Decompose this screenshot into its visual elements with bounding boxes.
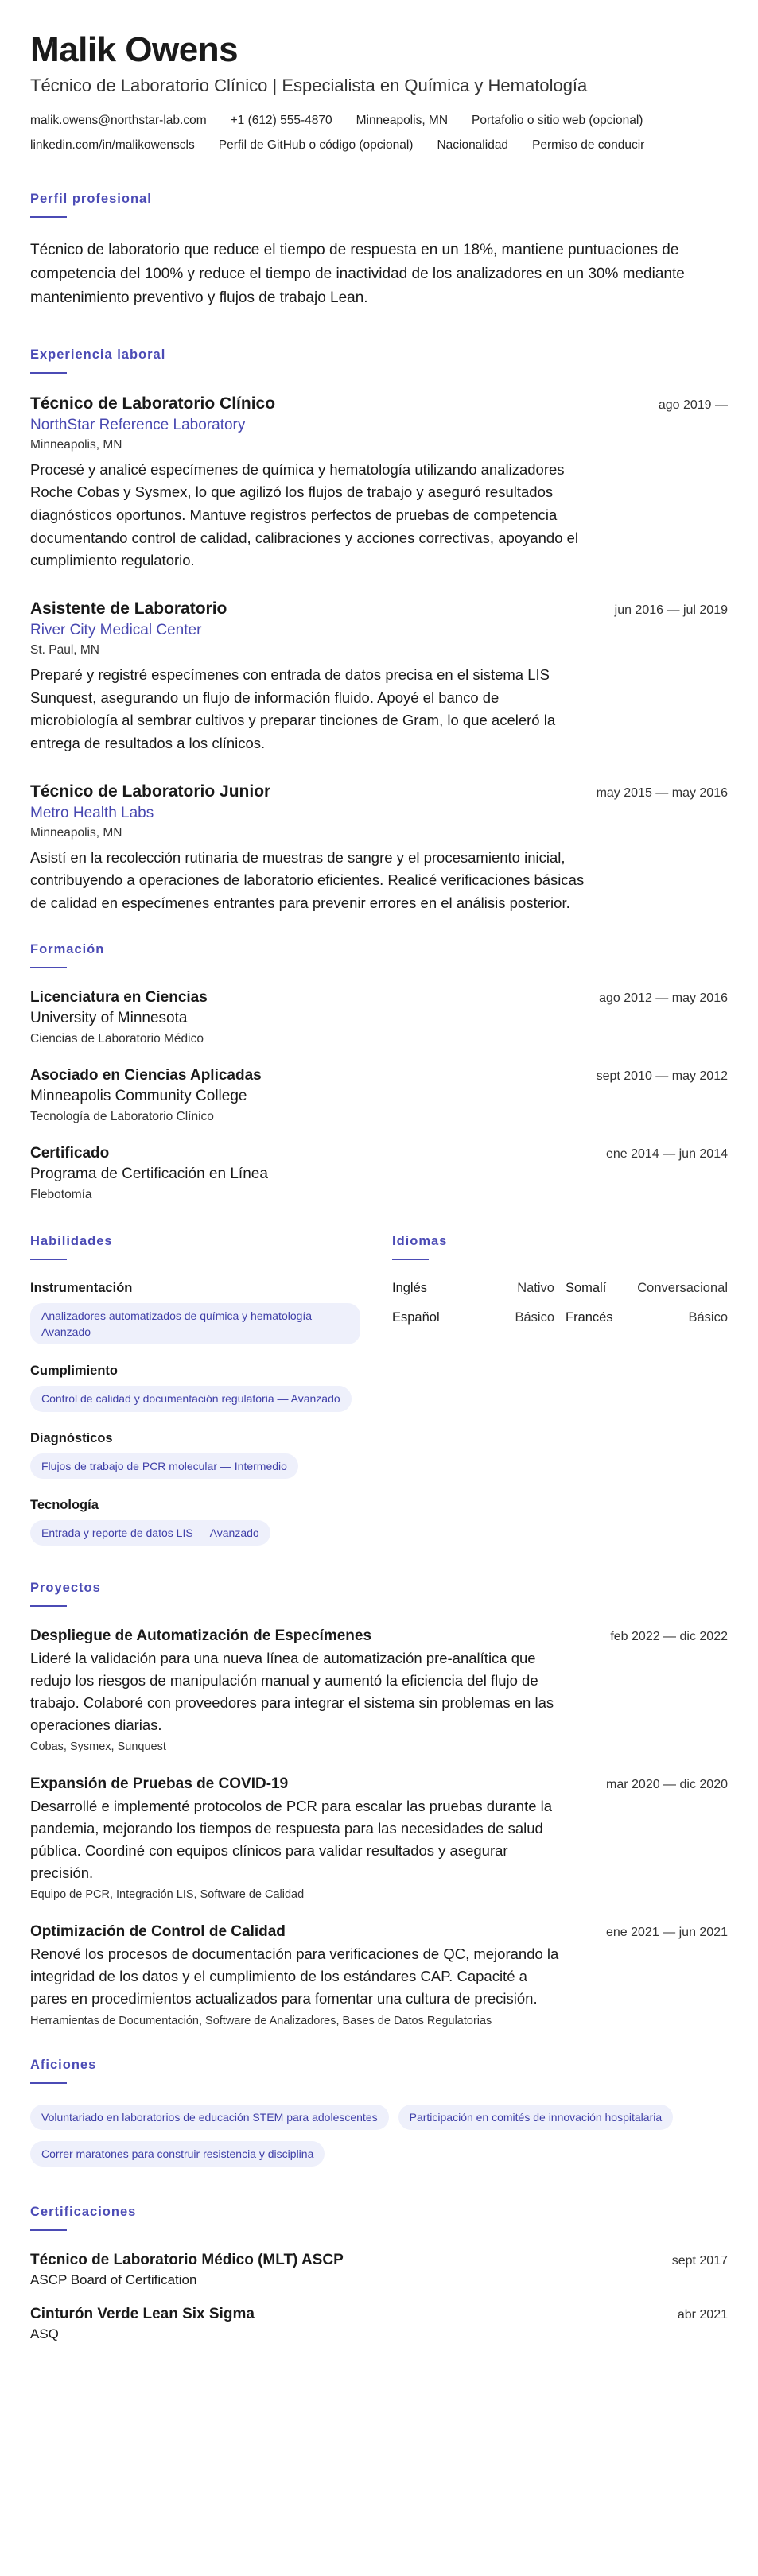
project-title: Despliegue de Automatización de Especímenes <box>30 1627 372 1645</box>
languages-column <box>392 1234 728 1565</box>
contact-linkedin[interactable]: linkedin.com/in/malikowenscls <box>30 138 195 152</box>
education-degree: Asociado en Ciencias Aplicadas <box>30 1066 262 1084</box>
section-divider <box>392 1259 429 1260</box>
contact-email[interactable]: malik.owens@northstar-lab.com <box>30 113 207 127</box>
job-date: jun 2016 — jul 2019 <box>614 603 728 618</box>
hobbies-section <box>30 2058 728 2167</box>
projects-section <box>30 1581 728 2027</box>
language-item <box>392 1310 554 1325</box>
section-divider <box>30 2082 67 2084</box>
project-date: ene 2021 — jun 2021 <box>605 1926 728 1940</box>
certification-date: sept 2017 <box>671 2254 728 2268</box>
project-technologies: Herramientas de Documentación, Software de Analizadores, Bases de Datos Regulatorias <box>30 2014 492 2027</box>
skill-category: Instrumentación <box>30 1280 133 1295</box>
job-location: St. Paul, MN <box>30 643 99 658</box>
section-divider <box>30 1605 67 1607</box>
skills-languages-section <box>30 1234 728 1565</box>
language-list <box>392 1281 728 1325</box>
summary-section <box>30 192 728 311</box>
section-divider <box>30 216 67 218</box>
certification-title: Cinturón Verde Lean Six Sigma <box>30 2306 255 2323</box>
job-company: Metro Health Labs <box>30 804 154 821</box>
hobby-pill: Voluntariado en laboratorios de educación STEM para adolescentes <box>30 2105 389 2130</box>
job-description: Procesé y analicé especímenes de química y hematología utilizando analizadores Roche Cobas y Sysmex, lo que agilizó los flujos de trabajo y aseguró resultados diagnósticos oportunos. Mantuve registros perfectos de pruebas de competencia documentando control de calidad, calibraciones y acciones correctivas, apoyando el cumplimiento regulatorio. <box>30 460 579 569</box>
job-description: Preparé y registré especímenes con entrada de datos precisa en el sistema LIS Sunquest, asegurando un flujo de información fluido. Apoyé el banco de microbiología al sembrar cultivos y preparar tinciones de Gram, lo que aceleró la entrega de resultados a los clínicos. <box>30 666 556 752</box>
section-title: Certificaciones <box>30 2205 137 2220</box>
job-description: Asistí en la recolección rutinaria de muestras de sangre y el procesamiento inicial, contribuyendo a operaciones de laboratorio eficientes. Realicé verificaciones básicas de calidad en especímenes entrantes para prevenir errores en el análisis posterior. <box>30 848 585 912</box>
section-title: Formación <box>30 941 105 956</box>
language-level: Básico <box>515 1309 554 1325</box>
project-technologies: Cobas, Sysmex, Sunquest <box>30 1740 166 1754</box>
education-field: Tecnología de Laboratorio Clínico <box>30 1109 214 1123</box>
section-title: Proyectos <box>30 1581 101 1596</box>
job-title: Técnico de Laboratorio Clínico <box>30 394 276 413</box>
language-name: Somalí <box>566 1280 607 1295</box>
education-entry <box>30 1067 728 1124</box>
section-title: Perfil profesional <box>30 191 152 206</box>
skill-group <box>30 1364 360 1411</box>
language-level: Conversacional <box>637 1280 728 1295</box>
section-title: Aficiones <box>30 2057 97 2072</box>
hobby-list <box>30 2105 728 2167</box>
language-item <box>566 1281 728 1296</box>
education-field: Ciencias de Laboratorio Médico <box>30 1031 204 1046</box>
project-title: Expansión de Pruebas de COVID-19 <box>30 1775 289 1793</box>
contact-location: Minneapolis, MN <box>356 113 449 127</box>
job-entry <box>30 599 728 755</box>
skill-group <box>30 1281 360 1345</box>
education-date: ago 2012 — may 2016 <box>599 991 728 1005</box>
job-entry <box>30 782 728 915</box>
hobby-pill: Participación en comités de innovación hospitalaria <box>398 2105 674 2130</box>
job-title: Técnico de Laboratorio Junior <box>30 782 271 801</box>
education-entry <box>30 989 728 1046</box>
section-divider <box>30 967 67 968</box>
project-title: Optimización de Control de Calidad <box>30 1923 286 1941</box>
education-degree: Certificado <box>30 1144 110 1162</box>
certifications-section <box>30 2205 728 2342</box>
skill-pill: Analizadores automatizados de química y hematología — Avanzado <box>30 1303 360 1345</box>
language-name: Inglés <box>392 1280 428 1295</box>
certification-title: Técnico de Laboratorio Médico (MLT) ASCP <box>30 2252 344 2269</box>
contact-driving-license: Permiso de conducir <box>532 138 645 152</box>
section-divider <box>30 372 67 374</box>
education-date: ene 2014 — jun 2014 <box>605 1146 728 1161</box>
skill-pill: Control de calidad y documentación regulatoria — Avanzado <box>30 1386 352 1411</box>
education-date: sept 2010 — may 2012 <box>596 1069 728 1083</box>
project-entry <box>30 1627 728 1753</box>
project-description: Desarrollé e implementé protocolos de PCR para escalar las pruebas durante la pandemia, mejorando los tiempos de respuesta para las necesidades de salud pública. Coordiné con equipos clínicos para validar resultados y asegurar precisión. <box>30 1798 553 1881</box>
section-divider <box>30 1259 67 1260</box>
skill-category: Cumplimiento <box>30 1364 118 1379</box>
project-description: Renové los procesos de documentación para verificaciones de QC, mejorando la integridad de los datos y el cumplimiento de los estándares CAP. Capacité a pares en procedimientos actualizados para fomentar una cultura de precisión. <box>30 1946 559 2007</box>
language-item <box>566 1310 728 1325</box>
job-entry <box>30 394 728 572</box>
education-section <box>30 942 728 1202</box>
certification-entry <box>30 2306 728 2342</box>
skills-column <box>30 1234 360 1565</box>
education-degree: Licenciatura en Ciencias <box>30 988 208 1006</box>
section-title: Experiencia laboral <box>30 347 166 362</box>
skill-pill: Flujos de trabajo de PCR molecular — Intermedio <box>30 1453 298 1479</box>
skill-category: Diagnósticos <box>30 1430 113 1445</box>
job-date: may 2015 — may 2016 <box>596 786 728 800</box>
certification-issuer: ASQ <box>30 2326 59 2342</box>
skill-group <box>30 1498 360 1546</box>
skill-group <box>30 1431 360 1479</box>
contact-list <box>30 114 728 163</box>
section-title: Habilidades <box>30 1233 113 1248</box>
language-level: Básico <box>688 1309 728 1325</box>
certification-entry <box>30 2252 728 2288</box>
job-location: Minneapolis, MN <box>30 437 122 452</box>
contact-github[interactable]: Perfil de GitHub o código (opcional) <box>218 138 414 152</box>
job-company: River City Medical Center <box>30 622 202 639</box>
education-school: Minneapolis Community College <box>30 1087 247 1104</box>
project-entry <box>30 1775 728 1901</box>
contact-portfolio[interactable]: Portafolio o sitio web (opcional) <box>472 113 643 127</box>
language-item <box>392 1281 554 1296</box>
candidate-headline: Técnico de Laboratorio Clínico | Especialista en Química y Hematología <box>30 75 588 95</box>
candidate-name: Malik Owens <box>30 30 239 69</box>
project-entry <box>30 1923 728 2027</box>
job-company: NorthStar Reference Laboratory <box>30 416 246 433</box>
language-name: Francés <box>566 1309 613 1325</box>
project-date: mar 2020 — dic 2020 <box>606 1778 728 1792</box>
job-date: ago 2019 — <box>658 398 728 412</box>
section-title: Idiomas <box>392 1233 448 1248</box>
skill-pill: Entrada y reporte de datos LIS — Avanzado <box>30 1520 270 1546</box>
skill-category: Tecnología <box>30 1498 99 1513</box>
project-technologies: Equipo de PCR, Integración LIS, Software de Calidad <box>30 1888 305 1902</box>
language-level: Nativo <box>517 1280 554 1295</box>
education-school: University of Minnesota <box>30 1009 188 1026</box>
certification-date: abr 2021 <box>677 2308 728 2322</box>
contact-nationality: Nacionalidad <box>437 138 509 152</box>
project-description: Lideré la validación para una nueva línea de automatización pre-analítica que redujo los riesgos de manipulación manual y aumentó la eficiencia del flujo de trabajo. Colaboré con proveedores para integrar el sistema sin problemas en las operaciones diarias. <box>30 1650 554 1733</box>
resume-header <box>30 30 728 163</box>
job-title: Asistente de Laboratorio <box>30 599 227 619</box>
experience-section <box>30 347 728 915</box>
certification-issuer: ASCP Board of Certification <box>30 2272 197 2288</box>
section-divider <box>30 2229 67 2231</box>
contact-phone[interactable]: +1 (612) 555-4870 <box>230 113 332 127</box>
hobby-pill: Correr maratones para construir resistencia y disciplina <box>30 2141 325 2167</box>
education-entry <box>30 1145 728 1202</box>
education-field: Flebotomía <box>30 1187 92 1201</box>
language-name: Español <box>392 1309 440 1325</box>
education-school: Programa de Certificación en Línea <box>30 1165 268 1182</box>
summary-text: Técnico de laboratorio que reduce el tiempo de respuesta en un 18%, mantiene puntuaciones de competencia del 100% y reduce el tiempo de inactividad de los analizadores en un 30% mediante mantenimiento preventivo y flujos de trabajo Lean. <box>30 241 685 307</box>
project-date: feb 2022 — dic 2022 <box>610 1630 728 1644</box>
job-location: Minneapolis, MN <box>30 825 122 840</box>
